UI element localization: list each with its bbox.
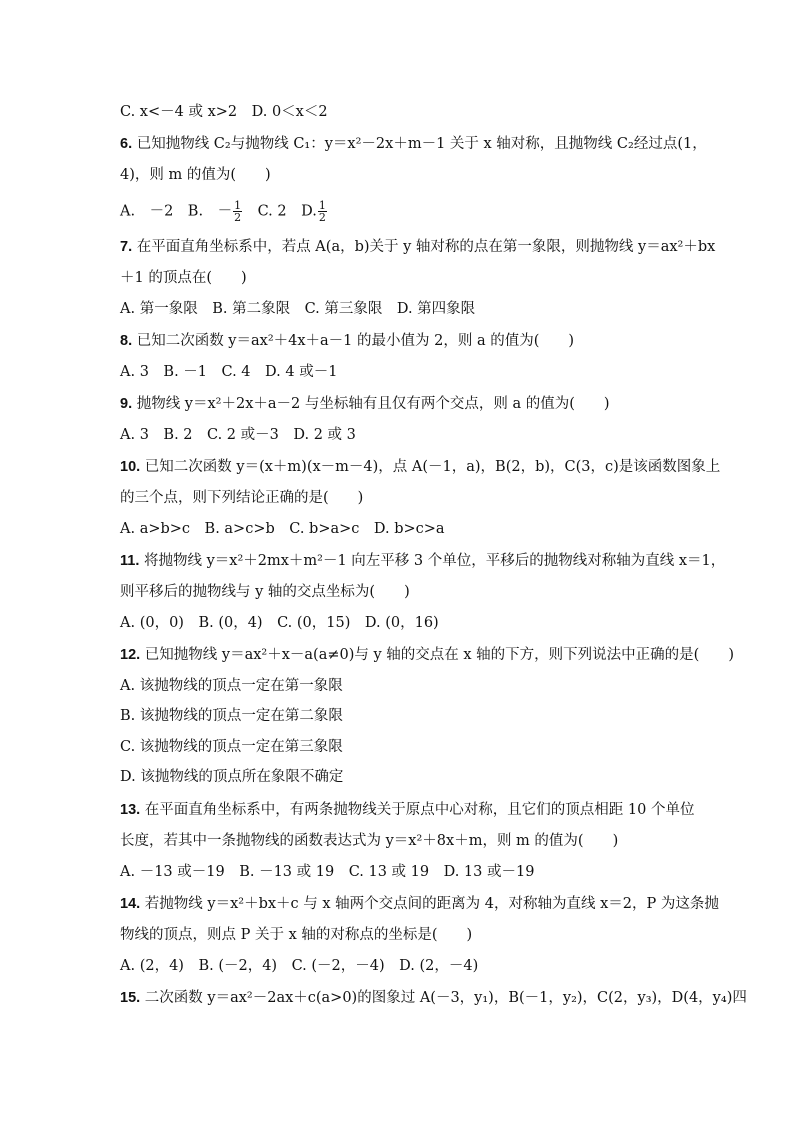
options-line: A. －13 或－19 B. －13 或 19 C. 13 或 19 D. 13 或－19 [120, 864, 535, 880]
options-line: A. a>b>c B. a>c>b C. b>a>c D. b>c>a [120, 521, 445, 537]
question-11: 11. 将抛物线 y＝x²＋2mx＋m²－1 向左平移 3 个单位，平移后的抛物线对称轴为直线 x＝1， [120, 553, 726, 569]
options-line: A. (0，0) B. (0，4) C. (0，15) D. (0，16) [120, 615, 439, 631]
options-line: A. 3 B. －1 C. 4 D. 4 或－1 [120, 364, 338, 380]
question-number: 7. [120, 239, 133, 255]
options-line: A. (2，4) B. (－2，4) C. (－2，－4) D. (2，－4) [120, 958, 479, 974]
text-line: C. x<－4 或 x>2 D. 0＜x＜2 [120, 104, 328, 120]
options-line: A. 第一象限 B. 第二象限 C. 第三象限 D. 第四象限 [120, 301, 476, 317]
text-line: 长度，若其中一条抛物线的函数表达式为 y＝x²＋8x＋m，则 m 的值为( ) [120, 833, 619, 849]
question-number: 6. [120, 136, 133, 152]
text-line: 则平移后的抛物线与 y 轴的交点坐标为( ) [120, 584, 410, 600]
options-line: A. －2 B. － $\frac{1}{2}$ C. 2 D. $\frac{1}{2}$ [120, 199, 326, 224]
text-line: ＋1 的顶点在( ) [120, 270, 247, 286]
question-number: 10. [120, 459, 141, 475]
options-line: A. 3 B. 2 C. 2 或－3 D. 2 或 3 [120, 427, 356, 443]
question-9: 9. 抛物线 y＝x²＋2x＋a－2 与坐标轴有且仅有两个交点，则 a 的值为( ) [120, 396, 610, 412]
option-b: B. 该抛物线的顶点一定在第二象限 [120, 708, 343, 724]
option-a: A. 该抛物线的顶点一定在第一象限 [120, 678, 343, 694]
question-12: 12. 已知抛物线 y＝ax²＋x－a(a≠0)与 y 轴的交点在 x 轴的下方，则下列说法中正确的是( ) [120, 647, 734, 663]
question-14: 14. 若抛物线 y＝x²＋bx＋c 与 x 轴两个交点间的距离为 4，对称轴为直线 x＝2，P 为这条抛 [120, 896, 719, 912]
text-line: 的三个点，则下列结论正确的是( ) [120, 490, 364, 506]
question-number: 8. [120, 333, 133, 349]
question-8: 8. 已知二次函数 y＝ax²＋4x＋a－1 的最小值为 2，则 a 的值为( ) [120, 333, 575, 349]
question-6: 6. 已知抛物线 C₂与抛物线 C₁：y＝x²－2x＋m－1 关于 x 轴对称，且抛物线 C₂经过点(1， [120, 136, 707, 152]
option-c: C. 该抛物线的顶点一定在第三象限 [120, 739, 343, 755]
question-number: 13. [120, 802, 141, 818]
question-number: 15. [120, 990, 141, 1006]
fraction: $\frac{1}{2}$ [234, 199, 242, 224]
question-number: 11. [120, 553, 140, 569]
question-10: 10. 已知二次函数 y＝(x＋m)(x－m－4)，点 A(－1，a)，B(2，b)，C(3，c)是该函数图象上 [120, 459, 721, 475]
option-d: D. 该抛物线的顶点所在象限不确定 [120, 769, 344, 785]
fraction: $\frac{1}{2}$ [318, 199, 326, 224]
question-number: 14. [120, 896, 141, 912]
text-line: 物线的顶点，则点 P 关于 x 轴的对称点的坐标是( ) [120, 927, 473, 943]
question-number: 9. [120, 396, 133, 412]
text-line: 4)，则 m 的值为( ) [120, 167, 271, 183]
question-13: 13. 在平面直角坐标系中，有两条抛物线关于原点中心对称，且它们的顶点相距 10 个单位 [120, 802, 695, 818]
question-7: 7. 在平面直角坐标系中，若点 A(a，b)关于 y 轴对称的点在第一象限，则抛物线 y＝ax²＋bx [120, 239, 716, 255]
question-15: 15. 二次函数 y＝ax²－2ax＋c(a>0)的图象过 A(－3，y₁)，B(－1，y₂)，C(2，y₃)，D(4，y₄)四 [120, 990, 747, 1006]
question-number: 12. [120, 647, 141, 663]
